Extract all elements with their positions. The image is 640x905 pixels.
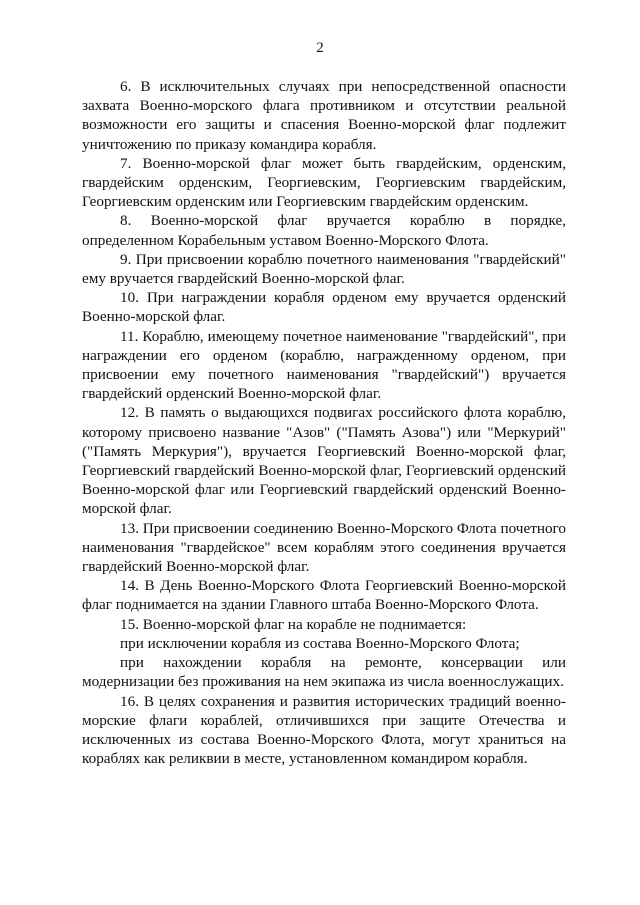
paragraph-7: 7. Военно-морской флаг может быть гвардейским, орденским, гвардейским орденским, Георгиевским, Георгиевским гвардейским, Георгиевским орденским или Георгиевским гвардейским орденским.	[82, 154, 566, 211]
page-number: 2	[316, 40, 324, 56]
paragraph-13: 13. При присвоении соединению Военно-Морского Флота почетного наименования "гвардейское" всем кораблям этого соединения вручается гвардейский Военно-морской флаг.	[82, 519, 566, 576]
paragraph-15-item-2: при нахождении корабля на ремонте, консервации или модернизации без проживания на нем экипажа из числа военнослужащих.	[82, 654, 566, 691]
paragraph-11: 11. Кораблю, имеющему почетное наименование "гвардейский", при награждении его орденом (кораблю, награжденному орденом, при присвоении ему почетного наименования "гвардейский") вручается гвардейский орденский Военно-морской флаг.	[82, 327, 566, 403]
paragraph-8: 8. Военно-морской флаг вручается кораблю в порядке, определенном Корабельным уставом Военно-Морского Флота.	[82, 212, 566, 249]
paragraph-10: 10. При награждении корабля орденом ему вручается орденский Военно-морской флаг.	[82, 289, 566, 326]
document-body	[82, 77, 566, 768]
paragraph-12: 12. В память о выдающихся подвигах российского флота кораблю, которому присвоено название "Азов" ("Память Азова") или "Меркурий" ("Память Меркурия"), вручается Георгиевский Военно-морской флаг, Георгиевский гвардейский Военно-морской флаг, Георгиевский орденский Военно-морской флаг или Георгиевский гвардейский орденский Военно-морской флаг.	[82, 404, 566, 518]
paragraph-6: 6. В исключительных случаях при непосредственной опасности захвата Военно-морского флага противником и отсутствии реальной возможности его защиты и спасения Военно-морской флаг подлежит уничтожению по приказу командира корабля.	[82, 78, 566, 153]
paragraph-9: 9. При присвоении кораблю почетного наименования "гвардейский" ему вручается гвардейский Военно-морской флаг.	[82, 250, 566, 288]
paragraph-16: 16. В целях сохранения и развития исторических традиций военно-морские флаги кораблей, отличившихся при защите Отечества и исключенных из состава Военно-Морского Флота, могут храниться на кораблях как реликвии в месте, установленном командиром корабля.	[82, 692, 566, 768]
paragraph-15-item-1: при исключении корабля из состава Военно-Морского Флота;	[120, 634, 520, 652]
paragraph-15: 15. Военно-морской флаг на корабле не поднимается:	[120, 615, 467, 633]
paragraph-14: 14. В День Военно-Морского Флота Георгиевский Военно-морской флаг поднимается на здании Главного штаба Военно-Морского Флота.	[82, 577, 566, 614]
